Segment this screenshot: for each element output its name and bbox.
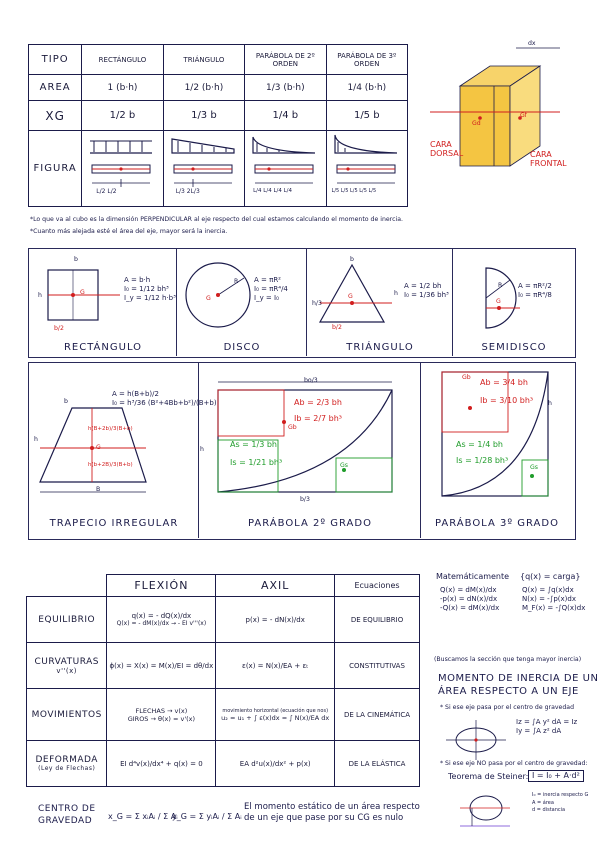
area-tri: 1/2 (b·h) xyxy=(163,75,244,101)
fig-p3-dims: L/5 L/5 L/5 L/5 L/5 xyxy=(331,188,377,194)
trap-h: h xyxy=(34,436,38,443)
note-alejada: *Cuanto más alejada esté el área del eje, mayor será la inercia. xyxy=(30,228,228,235)
curv-axil: ε(x) = N(x)/EA + εₜ xyxy=(216,643,335,689)
disco-f1: A = πR² xyxy=(254,276,281,284)
def-sub: (Ley de Flechas) xyxy=(38,765,96,772)
trap-caption: TRAPECIO IRREGULAR xyxy=(49,518,179,529)
disco-formulas xyxy=(254,276,288,303)
col-rect: RECTÁNGULO xyxy=(82,45,163,75)
cg-label2: GRAVEDAD xyxy=(38,815,93,826)
prism-gf: Gf xyxy=(520,112,527,119)
eq-name: DE EQUILIBRIO xyxy=(335,597,420,643)
inertia-title xyxy=(438,672,598,698)
shape-properties-table xyxy=(28,44,408,207)
tri-f1: A = 1/2 bh xyxy=(404,282,442,290)
par3-ib: Ib = 3/10 bh³ xyxy=(480,396,534,405)
mat-m3: -Q(x) = dM(x)/dx xyxy=(440,604,500,613)
semi-r: R xyxy=(498,282,503,289)
head-flexion: FLEXIÓN xyxy=(107,575,216,597)
tri-g: G xyxy=(348,293,353,300)
case2: * Si ese eje NO pasa por el centro de gravedad: xyxy=(440,760,588,767)
par3-h: h xyxy=(548,400,552,407)
def-label: DEFORMADA xyxy=(35,755,98,765)
tri-half: b/2 xyxy=(332,324,342,331)
disco-r: R xyxy=(234,278,239,285)
inertia-title2: ÁREA RESPECTO A UN EJE xyxy=(438,686,579,697)
mov-axil-note: movimiento horizontal (ecuación que nos) xyxy=(222,707,329,714)
disco-f3: I_y = I₀ xyxy=(254,294,279,303)
par2-ab: Ab = 2/3 bh xyxy=(294,398,342,407)
eq-flex1: q(x) = - dQ(x)/dx xyxy=(131,612,192,620)
area-rect: 1 (b·h) xyxy=(82,75,163,101)
inertia-sketch xyxy=(446,720,506,760)
col-tipo: TIPO xyxy=(29,45,82,75)
fig-p3 xyxy=(326,131,407,207)
case1-f1: Iz = ∫A y² dA = Iz xyxy=(516,718,578,726)
semi-g: G xyxy=(496,298,501,305)
par3-shape xyxy=(422,368,572,508)
prism-diagram xyxy=(430,36,590,206)
head-ecuaciones: Ecuaciones xyxy=(335,575,420,597)
eq-axil: p(x) = - dN(x)/dx xyxy=(216,597,335,643)
par3-gb: Gb xyxy=(462,374,471,381)
leg1: I₀ = inercia respecto G xyxy=(532,792,589,798)
cg-text xyxy=(244,802,420,824)
trap-d1: h(B+2b)/3(B+b) xyxy=(88,426,133,432)
steiner-legend xyxy=(532,792,588,815)
trap-g: G xyxy=(96,444,101,451)
semi-caption: SEMIDISCO xyxy=(481,342,547,353)
rect-f2: I₀ = 1/12 bh³ xyxy=(124,285,169,294)
prism-dx: dx xyxy=(528,40,536,47)
steiner-formula: I = I₀ + A·d² xyxy=(528,770,584,782)
mat-col1 xyxy=(440,586,499,613)
mov-flex2: GIROS → θ(x) = v'(x) xyxy=(127,714,196,723)
cg-label xyxy=(38,804,96,827)
semi-f1: A = πR²/2 xyxy=(518,282,552,290)
tri-formulas xyxy=(404,282,449,300)
row-movimientos: MOVIMIENTOS xyxy=(27,689,107,741)
xg-rect: 1/2 b xyxy=(82,101,163,131)
xg-p2: 1/4 b xyxy=(245,101,326,131)
area-p3: 1/4 (b·h) xyxy=(326,75,407,101)
mat-col2 xyxy=(522,586,585,613)
trap-f1: A = h(B+b)/2 xyxy=(112,390,159,398)
steiner-label: Teorema de Steiner: xyxy=(448,772,529,781)
tri-third: h/3 xyxy=(312,300,322,307)
inertia-title1: MOMENTO DE INERCIA DE UN xyxy=(438,673,599,684)
trap-d2: h(b+2B)/3(B+b) xyxy=(88,462,133,468)
fig-tri xyxy=(163,131,244,207)
trap-bottom: B xyxy=(96,486,101,493)
rect-h: h xyxy=(38,292,42,299)
mat-m6: M_F(x) = -∫Q(x)dx xyxy=(522,604,586,613)
par2-caption: PARÁBOLA 2º GRADO xyxy=(248,518,372,529)
row-curvaturas xyxy=(27,643,107,689)
par3-caption: PARÁBOLA 3º GRADO xyxy=(435,518,559,529)
eq-flex xyxy=(107,597,216,643)
semi-formulas xyxy=(518,282,552,300)
rect-b: b xyxy=(74,256,78,263)
leg3: d = distancia xyxy=(532,807,566,813)
par2-ib: Ib = 2/7 bh³ xyxy=(294,414,342,423)
rect-half: b/2 xyxy=(54,325,64,332)
tri-b: b xyxy=(350,256,354,263)
trap-top: b xyxy=(64,398,68,405)
prism-cara-dorsal: CARA DORSAL xyxy=(430,140,464,158)
head-axil: AXIL xyxy=(216,575,335,597)
leg2: A = área xyxy=(532,799,554,806)
row-deformada xyxy=(27,741,107,787)
par2-bottom: b/3 xyxy=(300,496,310,503)
steiner-sketch xyxy=(450,786,520,836)
row-figura: FIGURA xyxy=(29,131,82,207)
mat-carga: {q(x) = carga} xyxy=(520,572,581,581)
par2-h: h xyxy=(200,446,204,453)
par2-gs: Gs xyxy=(340,462,349,469)
tri-h: h xyxy=(394,290,398,297)
fig-rect-dims: L/2 L/2 xyxy=(96,188,117,195)
area-p2: 1/3 (b·h) xyxy=(245,75,326,101)
cg-xg: x_G = Σ xᵢAᵢ / Σ Aᵢ xyxy=(108,812,178,821)
def-eq: DE LA ELÁSTICA xyxy=(335,741,420,787)
mov-eq: DE LA CINEMÁTICA xyxy=(335,689,420,741)
disco-f2: I₀ = πR⁴/4 xyxy=(254,285,288,294)
rect-caption: RECTÁNGULO xyxy=(63,342,143,353)
fig-p2 xyxy=(245,131,326,207)
curv-eq: CONSTITUTIVAS xyxy=(335,643,420,689)
par2-gb: Gb xyxy=(288,424,297,431)
par3-ab: Ab = 3/4 bh xyxy=(480,378,528,387)
par3-as: As = 1/4 bh xyxy=(456,440,503,449)
disco-caption: DISCO xyxy=(223,342,261,353)
curv-sub: v''(x) xyxy=(56,666,78,675)
par2-top: bo/3 xyxy=(304,377,318,384)
prism-gd: Gd xyxy=(472,120,481,127)
mat-m4: Q(x) = ∫q(x)dx xyxy=(522,586,574,594)
cg-yg: y_G = Σ yᵢAᵢ / Σ Aᵢ xyxy=(172,812,242,821)
mov-axil xyxy=(216,689,335,741)
row-xg: XG xyxy=(29,101,82,131)
row-area: AREA xyxy=(29,75,82,101)
fig-tri-dims: L/3 2L/3 xyxy=(175,188,200,195)
cg-label1: CENTRO DE xyxy=(38,804,96,814)
def-axil: EA d²u(x)/dx² + p(x) xyxy=(216,741,335,787)
eq-flex2: Q(x) = - dM(x)/dx → - EI v'''(x) xyxy=(116,620,207,627)
rect-g: G xyxy=(80,289,85,296)
note-cubo: *Lo que va al cubo es la dimensión PERPENDICULAR al eje respecto del cual estamos calculando el momento de inercia. xyxy=(30,216,403,223)
par3-is: Is = 1/28 bh³ xyxy=(456,456,509,465)
tri-caption: TRIÁNGULO xyxy=(346,342,414,353)
col-p2: PARÁBOLA DE 2º ORDEN xyxy=(245,45,326,75)
mat-m1: Q(x) = dM(x)/dx xyxy=(440,586,497,594)
col-tri: TRIÁNGULO xyxy=(163,45,244,75)
mat-m2: -p(x) = dN(x)/dx xyxy=(440,595,498,604)
row-equilibrio: EQUILIBRIO xyxy=(27,597,107,643)
fig-p2-dims: L/4 L/4 L/4 L/4 xyxy=(253,188,293,194)
xg-p3: 1/5 b xyxy=(326,101,407,131)
par3-gs: Gs xyxy=(530,464,539,471)
disco-shape xyxy=(178,250,308,350)
tri-f2: I₀ = 1/36 bh³ xyxy=(404,291,449,300)
col-p3: PARÁBOLA DE 3º ORDEN xyxy=(326,45,407,75)
trap-f2: I₀ = h³/36 (B²+4Bb+b²)/(B+b) xyxy=(112,399,217,408)
par2-as: As = 1/3 bh xyxy=(230,440,277,449)
prism-cara-frontal: CARA FRONTAL xyxy=(530,150,567,168)
cg-text1: El momento estático de un área respecto xyxy=(244,802,420,812)
case1-f2: Iy = ∫A z² dA xyxy=(516,727,562,736)
curv-label: CURVATURAS xyxy=(34,656,99,667)
fig-rect xyxy=(82,131,163,207)
semi-shape xyxy=(454,250,574,350)
cg-text2: de un eje que pase por su CG es nulo xyxy=(244,813,404,824)
case1-formulas xyxy=(516,718,577,736)
mov-flex xyxy=(107,689,216,741)
mat-m5: N(x) = -∫p(x)dx xyxy=(522,595,576,604)
equations-table xyxy=(26,574,420,787)
fig-rect-drawing xyxy=(82,131,160,201)
buscamos: (Buscamos la sección que tenga mayor inercia) xyxy=(434,656,582,663)
curv-flex: ɸ(x) = X(x) = M(x)/EI = dθ/dx xyxy=(107,643,216,689)
case1: * Si ese eje pasa por el centro de gravedad xyxy=(440,704,574,711)
semi-f2: I₀ = πR⁴/8 xyxy=(518,291,552,300)
xg-tri: 1/3 b xyxy=(163,101,244,131)
par2-is: Is = 1/21 bh³ xyxy=(230,458,283,467)
rect-f3: I_y = 1/12 h·b³ xyxy=(124,294,176,303)
mov-flex1: FLECHAS → v(x) xyxy=(135,706,188,715)
def-flex: EI d⁴v(x)/dx⁴ + q(x) = 0 xyxy=(107,741,216,787)
rect-formulas xyxy=(124,276,176,303)
disco-g: G xyxy=(206,295,211,302)
mov-axil-f: u₂ = u₁ + ∫ ε(x)dx = ∫ N(x)/EA dx xyxy=(221,713,330,722)
mat-title: Matemáticamente xyxy=(436,572,510,581)
rect-f1: A = b·h xyxy=(124,276,151,284)
